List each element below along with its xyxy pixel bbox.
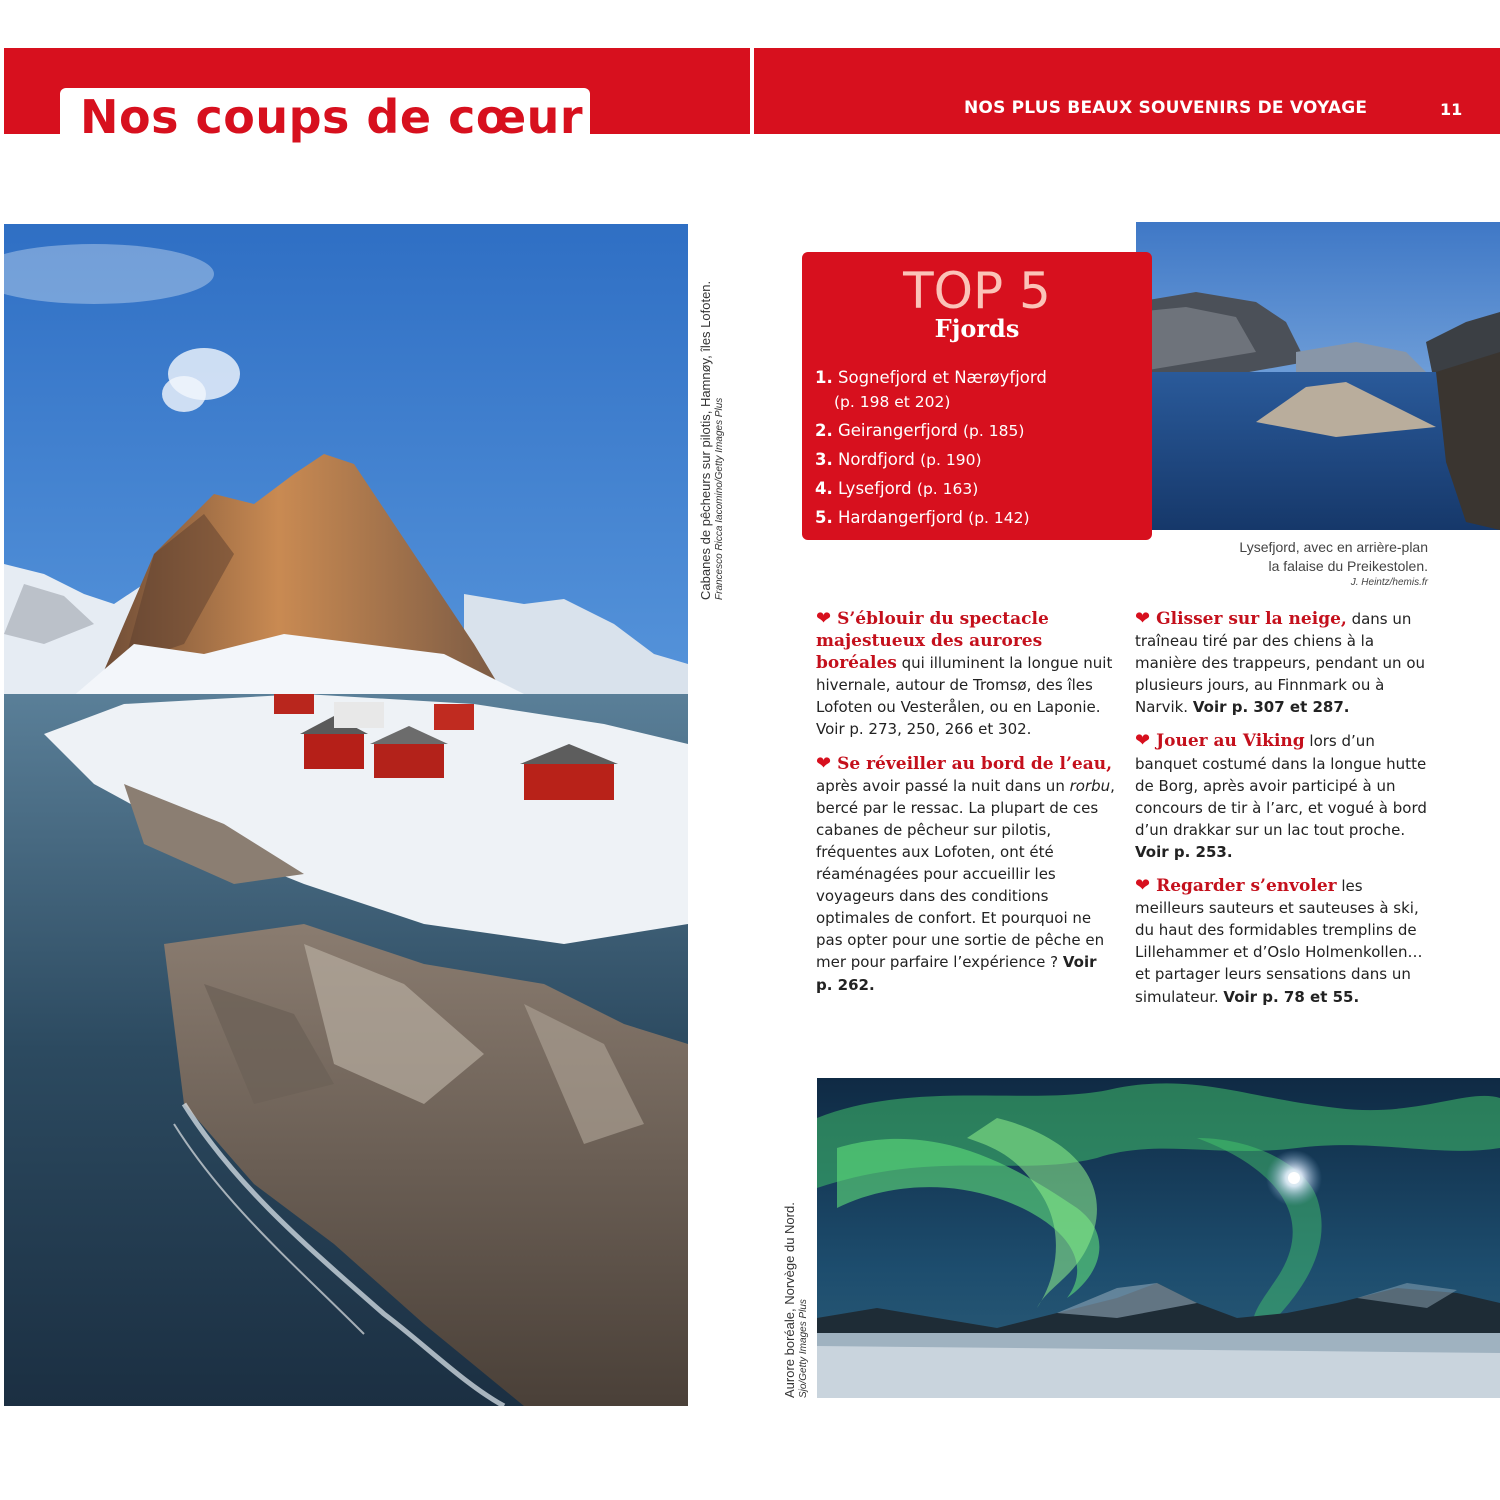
heart-icon: ❤	[816, 752, 832, 774]
section-title: Nos coups de cœur	[80, 90, 584, 144]
entry-body-italic: rorbu	[1069, 776, 1111, 795]
entry-heading: Se réveiller au bord de l’eau,	[837, 753, 1113, 774]
item-page: (p. 142)	[968, 509, 1030, 527]
aurora-photo	[817, 1078, 1500, 1398]
item-page: (p. 163)	[916, 480, 979, 498]
lysefjord-photo	[1136, 222, 1500, 530]
entry-reference: Voir p. 78 et 55.	[1223, 987, 1360, 1006]
entry-reference: Voir p. 273, 250, 266 et 302.	[816, 720, 1032, 739]
aurora-caption-text: Aurore boréale, Norvège du Nord.	[782, 1202, 797, 1398]
item-page: (p. 198 et 202)	[834, 393, 951, 411]
entry-viking	[1135, 730, 1435, 863]
entry-reference: Voir p. 307 et 287.	[1192, 698, 1350, 717]
item-name: Sognefjord et Nærøyfjord	[838, 368, 1047, 387]
lofoten-photo	[4, 224, 688, 1406]
entry-envoler	[1135, 875, 1435, 1008]
lofoten-credit: Francesco Ricca Iacomino/Getty Images Plus	[714, 397, 726, 600]
aurora-credit: Sjo/Getty Images Plus	[798, 1299, 810, 1398]
top5-list	[815, 366, 1145, 535]
list-item	[815, 477, 1145, 501]
entry-body: dans un traîneau tiré par des chiens à la manière des trappeurs, pendant un ou plusieurs jours, au Finnmark ou à Narvik.	[1135, 610, 1426, 717]
heart-icon: ❤	[1135, 730, 1151, 752]
entry-heading: Regarder s’envoler	[1156, 876, 1337, 897]
entry-heading: S’éblouir du spectacle majestueux des aurores boréales	[816, 609, 1049, 674]
lysefjord-caption-line2: la falaise du Preikestolen.	[1268, 558, 1428, 574]
entry-neige	[1135, 608, 1435, 718]
lysefjord-caption-line1: Lysefjord, avec en arrière-plan	[1239, 539, 1428, 555]
list-item	[815, 419, 1145, 443]
aurora-caption	[782, 1202, 811, 1398]
running-head: NOS PLUS BEAUX SOUVENIRS DE VOYAGE	[964, 98, 1368, 118]
item-name: Lysefjord	[838, 479, 912, 498]
entry-heading: Jouer au Viking	[1156, 731, 1305, 752]
top5-title: TOP 5	[903, 262, 1051, 320]
item-number: 2.	[815, 421, 833, 440]
header-band-right	[754, 48, 1500, 134]
item-number: 1.	[815, 368, 833, 387]
entry-reference: Voir p. 262.	[816, 953, 1097, 994]
list-item	[815, 506, 1145, 530]
entry-reveiller	[816, 753, 1116, 996]
top5-box	[802, 252, 1152, 540]
item-number: 3.	[815, 450, 833, 469]
lysefjord-caption	[1136, 538, 1428, 590]
lofoten-caption	[698, 281, 727, 600]
entry-body: les meilleurs sauteurs et sauteuses à ski, du haut des formidables tremplins de Lillehammer et d’Oslo Holmenkollen… et partager leurs sensations dans un simulateur.	[1135, 877, 1423, 1006]
entry-body: après avoir passé la nuit dans un	[816, 776, 1070, 795]
item-number: 4.	[815, 479, 833, 498]
entry-body: qui illuminent la longue nuit hivernale, autour de Tromsø, des îles Lofoten ou Vesterålen, ou en Laponie.	[816, 654, 1113, 717]
entry-aurores	[816, 608, 1116, 741]
list-item	[815, 366, 1145, 414]
page-number: 11	[1440, 100, 1463, 119]
entry-heading: Glisser sur la neige,	[1156, 609, 1347, 629]
list-item	[815, 448, 1145, 472]
text-column-right	[1135, 608, 1435, 1020]
item-number: 5.	[815, 508, 833, 527]
heart-icon: ❤	[1135, 608, 1151, 629]
item-page: (p. 190)	[920, 451, 982, 469]
heart-icon: ❤	[1135, 875, 1151, 897]
heart-icon: ❤	[816, 608, 832, 629]
top5-subtitle: Fjords	[934, 314, 1020, 343]
text-column-left	[816, 608, 1116, 1008]
item-name: Nordfjord	[838, 450, 915, 469]
lofoten-caption-text: Cabanes de pêcheurs sur pilotis, Hamnøy, îles Lofoten.	[698, 280, 713, 600]
entry-reference: Voir p. 253.	[1135, 842, 1233, 861]
item-name: Hardangerfjord	[838, 508, 963, 527]
item-page: (p. 185)	[963, 422, 1025, 440]
item-name: Geirangerfjord	[838, 421, 958, 440]
entry-body: , bercé par le ressac. La plupart de ces cabanes de pêcheur sur pilotis, fréquentes aux Lofoten, ont été réaménagées pour accueillir les voyageurs dans des conditions optimales de confort. Et pourquoi ne pas opter pour une sortie de pêche en mer pour parfaire l’expérience ?	[816, 776, 1115, 972]
lysefjord-credit: J. Heintz/hemis.fr	[1350, 577, 1428, 588]
entry-body: lors d’un banquet costumé dans la longue hutte de Borg, après avoir participé à un concours de tir à l’arc, et vogué à bord d’un drakkar sur un lac tout proche.	[1135, 732, 1427, 839]
